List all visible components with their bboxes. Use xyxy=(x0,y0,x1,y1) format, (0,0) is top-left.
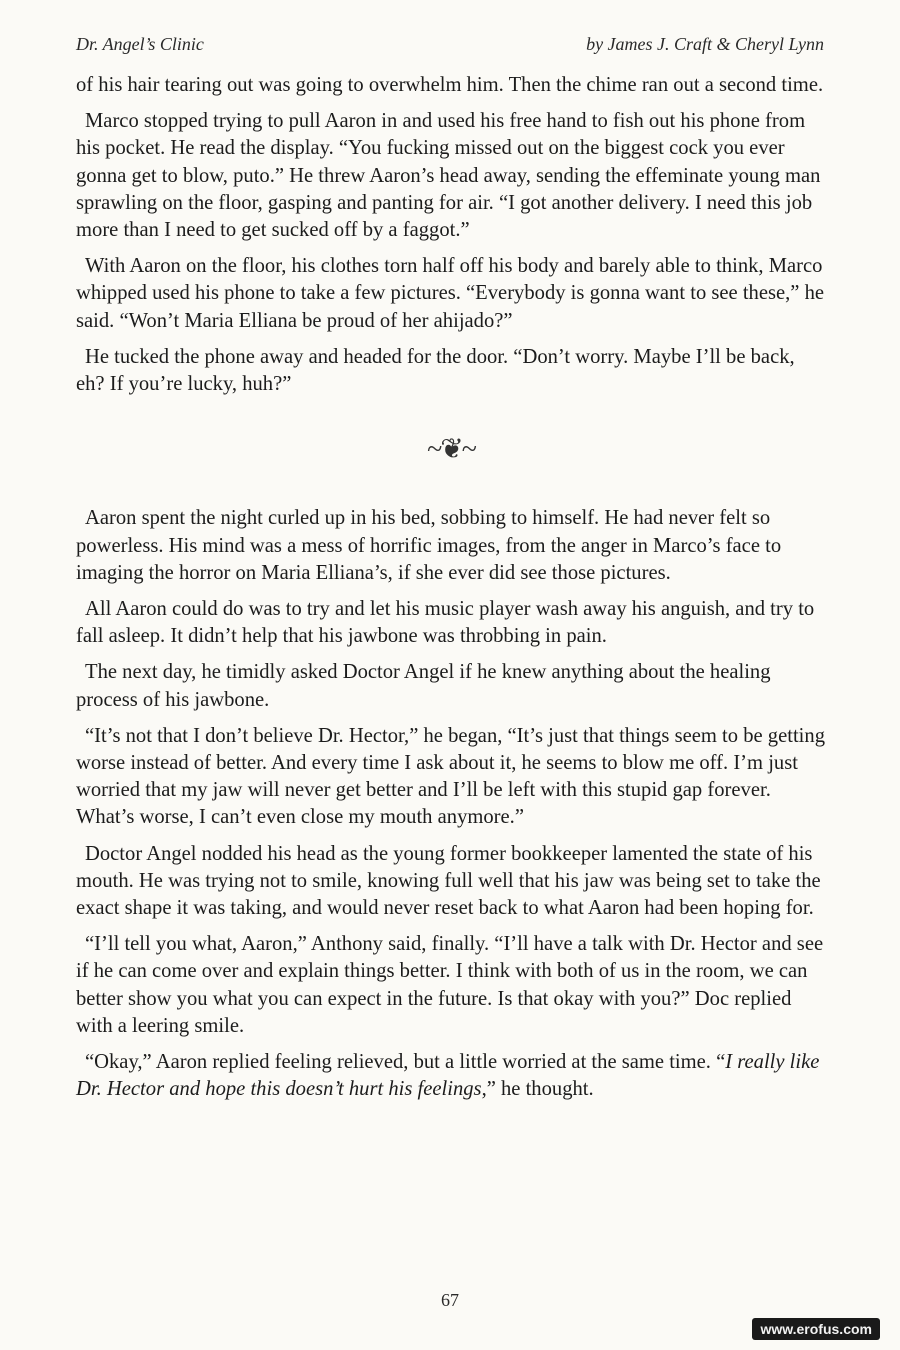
paragraph: With Aaron on the floor, his clothes torn half off his body and barely able to think, Marco whipped used his phone to take a few pictures. “Everybody is gonna want to see these,” he said. “Won’t Maria Elliana be proud of her ahijado?” xyxy=(76,255,825,332)
header-book-title: Dr. Angel’s Clinic xyxy=(76,34,204,54)
paragraph: The next day, he timidly asked Doctor Angel if he knew anything about the healing process of his jawbone. xyxy=(76,661,771,711)
italic-thought: I really like Dr. Hector and hope this doesn’t hurt his feelings xyxy=(76,1051,820,1101)
page-number: 67 xyxy=(441,1290,459,1310)
paragraph: All Aaron could do was to try and let his music player wash away his anguish, and try to fall asleep. It didn’t help that his jawbone was throbbing in pain. xyxy=(76,598,815,648)
paragraph-text: “Okay,” Aaron replied feeling relieved, but a little worried at the same time. “ xyxy=(85,1051,726,1074)
section-break-ornament: ~❦~ xyxy=(427,434,475,466)
watermark: www.erofus.com xyxy=(752,1318,880,1340)
paragraph: of his hair tearing out was going to overwhelm him. Then the chime ran out a second time. xyxy=(76,74,824,96)
paragraph: Marco stopped trying to pull Aaron in and used his free hand to fish out his phone from his pocket. He read the display. “You fucking missed out on the biggest cock you ever gonna get to blow, puto.” He threw Aaron’s head away, sending the effeminate young man sprawling on the floor, gasping and panting for air. “I got another delivery. I need this job more than I need to get sucked off by a faggot.” xyxy=(76,110,821,242)
page-body xyxy=(76,72,826,1113)
paragraph: “I’ll tell you what, Aaron,” Anthony said, finally. “I’ll have a talk with Dr. Hector and see if he can come over and explain things better. I think with both of us in the room, we can better show you what you can expect in the future. Is that okay with you?” Doc replied with a leering smile. xyxy=(76,933,824,1037)
paragraph-text: ,” he thought. xyxy=(481,1078,594,1101)
header-authors: by James J. Craft & Cheryl Lynn xyxy=(586,34,824,54)
paragraph: Doctor Angel nodded his head as the young former bookkeeper lamented the state of his mouth. He was trying not to smile, knowing full well that his jaw was being set to take the exact shape it was taking, and would never reset back to what Aaron had been hoping for. xyxy=(76,842,821,920)
running-header xyxy=(76,34,824,55)
paragraph: Aaron spent the night curled up in his bed, sobbing to himself. He had never felt so powerless. His mind was a mess of horrific images, from the anger in Marco’s face to imaging the horror on Maria Elliana’s, if she ever did see those pictures. xyxy=(76,507,782,584)
paragraph: “It’s not that I don’t believe Dr. Hector,” he began, “It’s just that things seem to be getting worse instead of better. And every time I ask about it, he seems to blow me off. I’m just worried that my jaw will never get better and I’ll be left with this stupid gap forever. What’s worse, I can’t even close my mouth anymore.” xyxy=(76,724,825,829)
paragraph-last xyxy=(76,1049,826,1103)
paragraph: He tucked the phone away and headed for the door. “Don’t worry. Maybe I’ll be back, eh? If you’re lucky, huh?” xyxy=(76,345,795,396)
